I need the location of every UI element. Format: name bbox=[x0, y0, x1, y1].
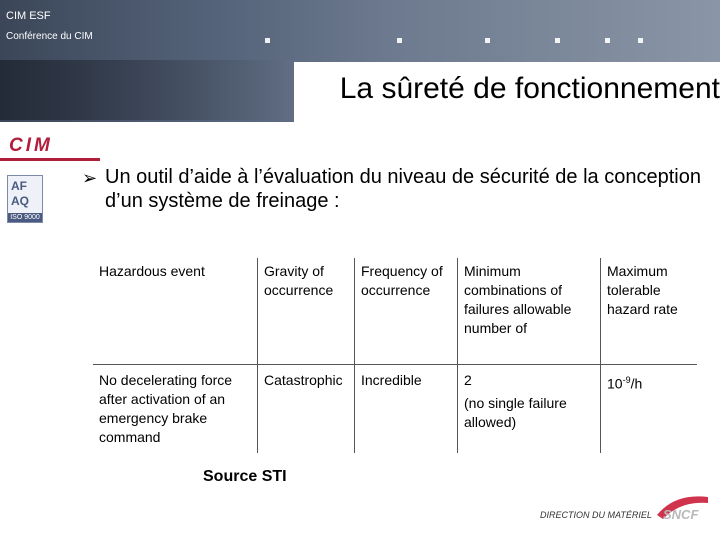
bullet-text: Un outil d’aide à l’évaluation du niveau de sécurité de la conception d’un système de freinage : bbox=[105, 166, 701, 212]
min-combinations-number: 2 bbox=[464, 372, 472, 388]
sncf-logo bbox=[655, 493, 710, 523]
table-header-cell: Gravity of occurrence bbox=[258, 258, 355, 365]
footer-direction: DIRECTION DU MATÉRIEL bbox=[540, 510, 652, 520]
rate-base: 10 bbox=[607, 375, 623, 392]
table-header-cell: Minimum combinations of failures allowable number of bbox=[458, 258, 601, 365]
afaq-logo-text: AQ bbox=[11, 194, 29, 208]
table-cell-frequency: Incredible bbox=[355, 365, 458, 454]
rate-unit: /h bbox=[630, 375, 643, 392]
banner-dot bbox=[555, 38, 560, 43]
cim-logo: CIM bbox=[9, 135, 53, 156]
afaq-logo bbox=[7, 175, 43, 223]
table-header-cell: Frequency of occurrence bbox=[355, 258, 458, 365]
banner-dot bbox=[397, 38, 402, 43]
table-cell-min-combinations bbox=[458, 365, 601, 454]
afaq-iso-label: ISO 9000 bbox=[8, 213, 42, 222]
banner-dot bbox=[485, 38, 490, 43]
banner-dot bbox=[605, 38, 610, 43]
table-header-cell: Hazardous event bbox=[93, 258, 258, 365]
table-cell-hazard-rate bbox=[601, 365, 698, 454]
arrow-bullet-icon: ➢ bbox=[82, 168, 98, 188]
sncf-logo-text: SNCF bbox=[663, 507, 699, 522]
source-label: Source STI bbox=[203, 468, 287, 485]
banner-dot bbox=[638, 38, 643, 43]
rate-exponent: -9 bbox=[622, 375, 631, 385]
header-subtitle: Conférence du CIM bbox=[6, 31, 93, 42]
banner-streak bbox=[0, 60, 300, 120]
cim-logo-underline bbox=[0, 158, 100, 161]
table-header-cell: Maximum tolerable hazard rate bbox=[607, 263, 678, 317]
table-row bbox=[93, 365, 697, 454]
table-cell-event: No decelerating force after activation of an emergency brake command bbox=[93, 365, 258, 454]
afaq-logo-text: AF bbox=[11, 179, 27, 193]
banner-dot bbox=[265, 38, 270, 43]
header-org: CIM ESF bbox=[6, 10, 51, 22]
min-combinations-note: (no single failure allowed) bbox=[464, 395, 567, 430]
table-cell-gravity: Catastrophic bbox=[258, 365, 355, 454]
table-header-row bbox=[93, 258, 697, 365]
hazard-table bbox=[93, 258, 697, 453]
page-title: La sûreté de fonctionnement bbox=[339, 72, 720, 105]
